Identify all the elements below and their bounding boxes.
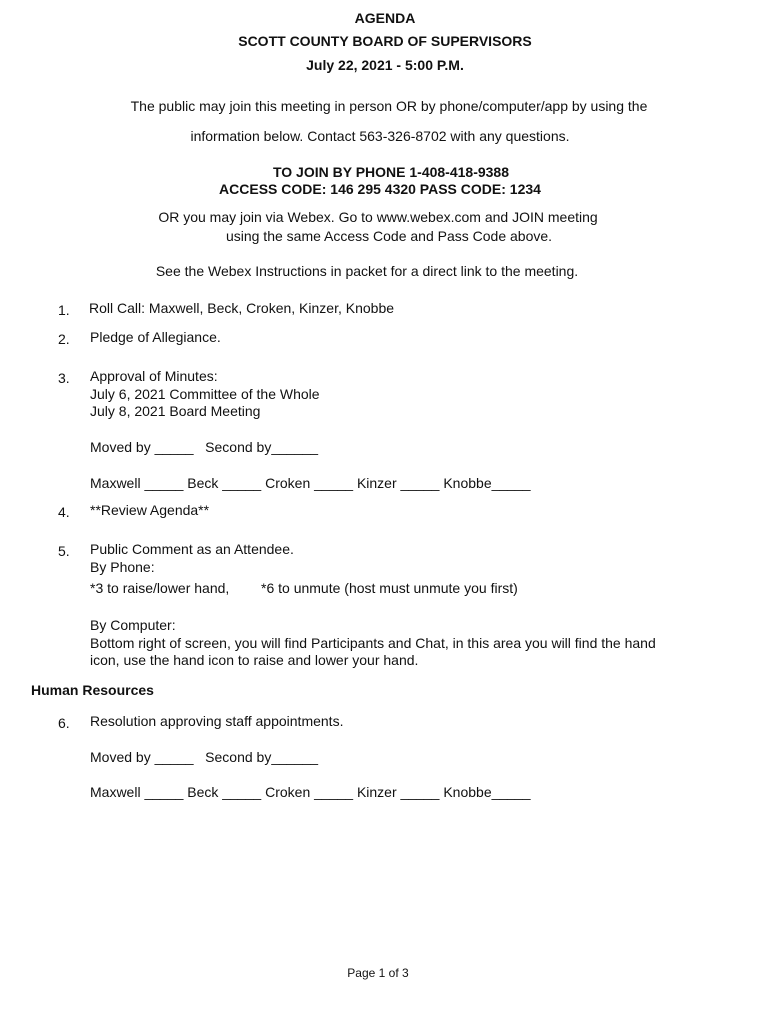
phone-instructions-unmute: *6 to unmute (host must unmute you first) — [261, 580, 518, 596]
minutes-entry: July 8, 2021 Board Meeting — [90, 403, 261, 419]
item-title: Public Comment as an Attendee. — [90, 541, 294, 557]
item-text: Resolution approving staff appointments. — [90, 713, 344, 729]
intro-line-2: information below. Contact 563-326-8702 with any questions. — [190, 128, 570, 144]
by-phone-label: By Phone: — [90, 558, 155, 575]
by-computer-label: By Computer: — [90, 617, 176, 633]
item-text: Pledge of Allegiance. — [90, 329, 221, 345]
agenda-title: AGENDA — [354, 10, 416, 26]
webex-line-1: OR you may join via Webex. Go to www.webex.com and JOIN meeting — [158, 209, 598, 225]
computer-instructions: icon, use the hand icon to raise and lower your hand. — [90, 652, 419, 668]
vote-line: Maxwell _____ Beck _____ Croken _____ Kinzer _____ Knobbe_____ — [90, 475, 531, 491]
webex-instructions: See the Webex Instructions in packet for a direct link to the meeting. — [155, 263, 579, 279]
board-name: SCOTT COUNTY BOARD OF SUPERVISORS — [238, 33, 532, 49]
item-number: 3. — [58, 370, 70, 386]
item-number: 4. — [58, 504, 70, 520]
item-text: Roll Call: Maxwell, Beck, Croken, Kinzer, Knobbe — [89, 300, 395, 316]
meeting-date: July 22, 2021 - 5:00 P.M. — [306, 57, 464, 73]
minutes-entry: July 6, 2021 Committee of the Whole — [90, 385, 320, 402]
item-title: Approval of Minutes: — [90, 368, 218, 384]
moved-second-line: Moved by _____ Second by______ — [90, 749, 319, 765]
phone-line: TO JOIN BY PHONE 1-408-418-9388 — [272, 164, 510, 180]
item-number: 6. — [58, 715, 70, 731]
webex-line-2: using the same Access Code and Pass Code above. — [225, 228, 553, 244]
item-number: 5. — [58, 543, 70, 559]
computer-instructions: Bottom right of screen, you will find Participants and Chat, in this area you will find the hand — [90, 634, 656, 651]
moved-second-line: Moved by _____ Second by______ — [90, 439, 319, 455]
item-text: **Review Agenda** — [90, 502, 210, 518]
item-number: 1. — [58, 302, 70, 318]
access-line: ACCESS CODE: 146 295 4320 PASS CODE: 1234 — [219, 181, 541, 197]
page-number: Page 1 of 3 — [347, 966, 409, 980]
intro-line-1: The public may join this meeting in person OR by phone/computer/app by using the — [130, 98, 648, 114]
vote-line: Maxwell _____ Beck _____ Croken _____ Kinzer _____ Knobbe_____ — [90, 784, 531, 800]
item-number: 2. — [58, 331, 70, 347]
phone-instructions-raise: *3 to raise/lower hand, — [90, 580, 230, 596]
section-heading-human-resources: Human Resources — [31, 682, 154, 698]
